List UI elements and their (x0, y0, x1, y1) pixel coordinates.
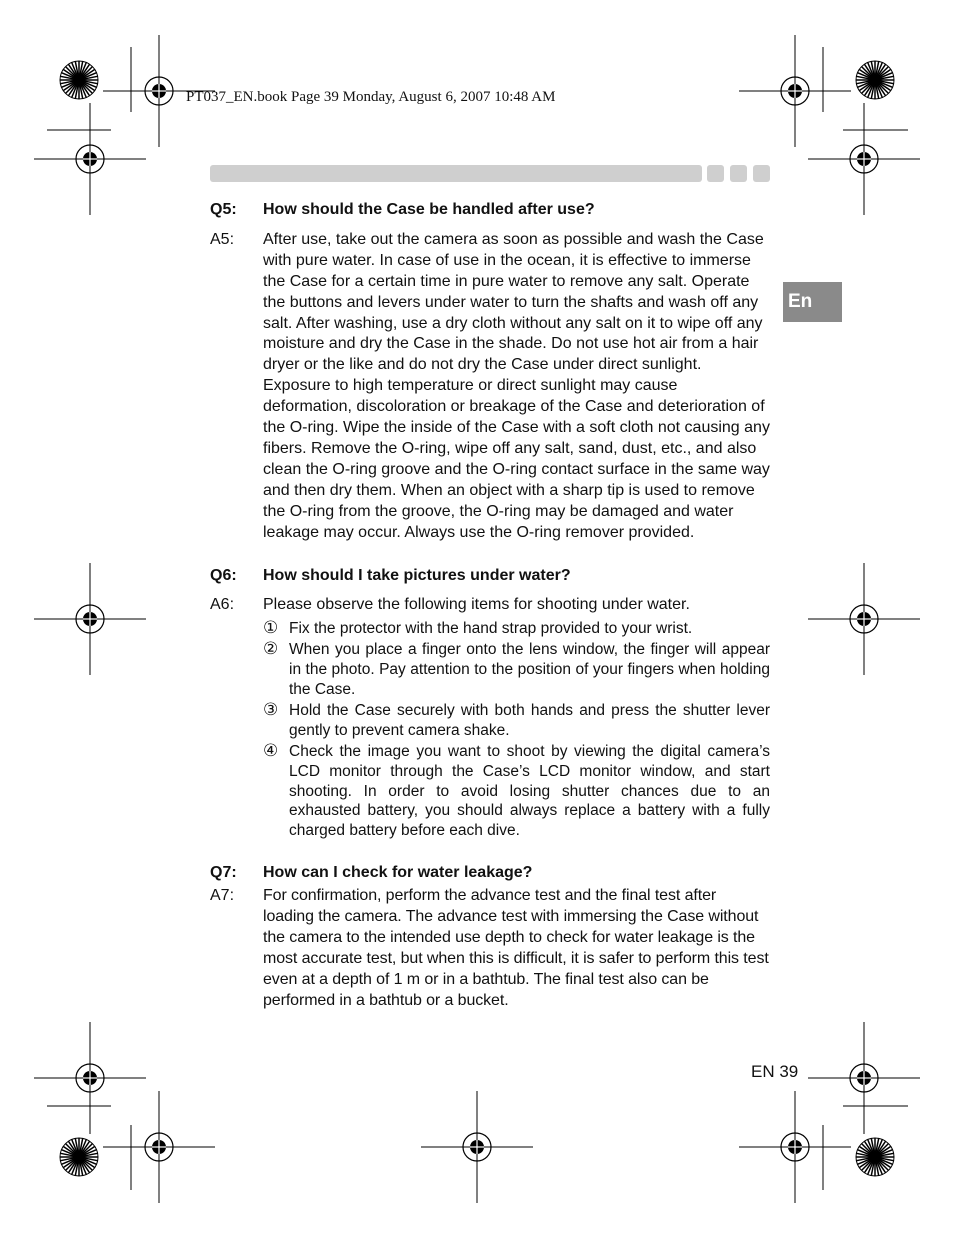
answer-text: Please observe the following items for shooting under water. (263, 596, 690, 614)
item-number: ② (263, 639, 279, 660)
item-text: Hold the Case securely with both hands and press the shutter lever gently to prevent camera shake. (289, 701, 770, 739)
qa-content (210, 200, 770, 1012)
question-q7 (210, 863, 770, 884)
language-tab: En (783, 282, 842, 322)
page-number: EN 39 (751, 1062, 799, 1081)
answer-a6 (210, 595, 770, 616)
item-number: ④ (263, 740, 279, 761)
answer-label: A6: (210, 596, 235, 614)
answer-label: A7: (210, 887, 235, 905)
question-text: How should the Case be handled after use? (263, 201, 595, 218)
answer-a7 (210, 886, 770, 1011)
question-text: How can I check for water leakage? (263, 864, 533, 882)
question-label: Q5: (210, 201, 237, 218)
section-header-bar (210, 165, 702, 182)
answer-a5 (210, 230, 770, 544)
question-label: Q7: (210, 864, 237, 882)
answer-label: A5: (210, 230, 235, 248)
print-header-info: PT037_EN.book Page 39 Monday, August 6, 2007 10:48 AM (186, 89, 556, 105)
header-square-2 (730, 165, 747, 182)
list-item (263, 701, 770, 741)
answer-text: After use, take out the camera as soon as possible and wash the Case with pure water. In case of use in the ocean, it is effective to immerse the Case for a certain time in pure water to remove any salt. Operate the buttons and levers under water to turn the shafts and wash off any salt. After washing, use a dry cloth without any salt on it to wipe off any moisture and dry the Case in the shade. Do not use hot air from a hair dryer or the like and do not dry the Case under direct sunlight. Exposure to high temperature or direct sunlight may cause deformation, discoloration or breakage of the Case and deterioration of the O-ring. Wipe the inside of the Case with a soft cloth not causing any fibers. Remove the O-ring, wipe off any salt, sand, dust, etc., and also clean the O-ring groove and the O-ring contact surface in the same way and then dry them. When an object with a sharp tip is used to remove the O-ring from the groove, the O-ring may be damaged and water leakage may occur. Always use the O-ring remover provided. (263, 230, 770, 541)
question-label: Q6: (210, 566, 237, 584)
item-text: Fix the protector with the hand strap provided to your wrist. (289, 620, 693, 638)
question-q5 (210, 200, 770, 221)
list-item (263, 640, 770, 700)
item-text: Check the image you want to shoot by viewing the digital camera’s LCD monitor through the Case’s LCD monitor window, and start shooting. In order to avoid losing shutter chances due to an exhausted battery, you should always replace a battery with a fully charged battery before each dive. (289, 742, 770, 840)
header-square-3 (753, 165, 770, 182)
item-text: When you place a finger onto the lens window, the finger will appear in the photo. Pay attention to the position of your fingers when holding the Case. (289, 641, 770, 699)
header-square-1 (707, 165, 724, 182)
list-item (263, 619, 770, 639)
item-number: ③ (263, 699, 279, 720)
answer-text: For confirmation, perform the advance test and the final test after loading the camera. The advance test with immersing the Case without the camera to the intended use depth to check for water leakage is the most accurate test, but when this is difficult, it is safer to perform this test even at a depth of 1 m or in a bathtub. The final test also can be performed in a bathtub or a bucket. (263, 887, 769, 1009)
question-q6 (210, 566, 770, 587)
list-item (263, 742, 770, 842)
question-text: How should I take pictures under water? (263, 566, 571, 584)
shooting-tips-list (263, 619, 770, 841)
item-number: ① (263, 618, 279, 639)
